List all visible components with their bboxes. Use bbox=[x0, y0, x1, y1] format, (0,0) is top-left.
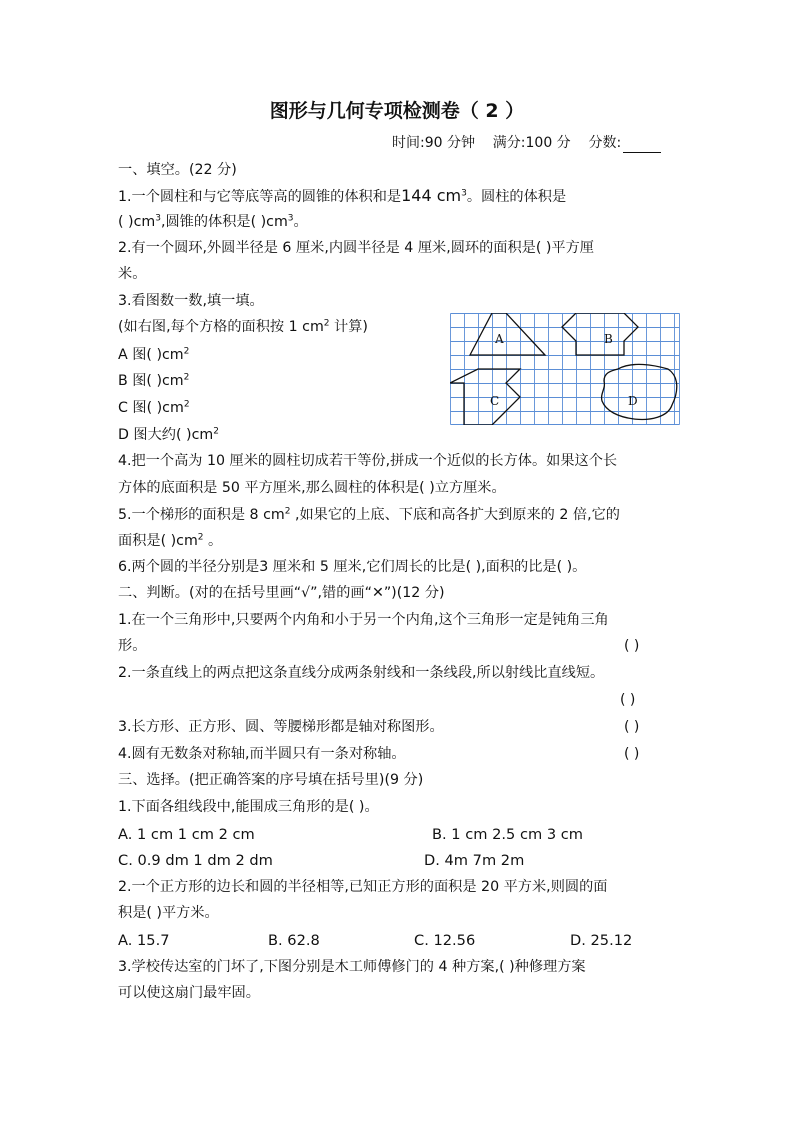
q2-3: 3.长方形、正方形、圆、等腰梯形都是轴对称图形。 bbox=[118, 719, 444, 735]
q3-3-line1: 3.学校传达室的门坏了,下图分别是木工师傅修门的 4 种方案,( )种修理方案 bbox=[118, 959, 586, 975]
page-title: 图形与几何专项检测卷（ 2 ） bbox=[269, 100, 525, 122]
q1-1-line2: ( )$cm^3$,圆锥的体积是( )$cm^3$。 bbox=[118, 213, 308, 230]
section-1-heading: 一、填空。(22 分) bbox=[118, 162, 237, 178]
q3-2-line1: 2.一个正方形的边长和圆的半径相等,已知正方形的面积是 20 平方米,则圆的面 bbox=[118, 879, 608, 895]
section-3-heading: 三、选择。(把正确答案的序号填在括号里)(9 分) bbox=[118, 772, 424, 788]
q1-5-line2: 面积是( )$cm^2$ 。 bbox=[118, 532, 223, 549]
shape-c bbox=[450, 369, 520, 425]
q1-3-a: A 图( )$cm^2$ bbox=[118, 346, 190, 363]
exam-time: 时间:90 分钟 bbox=[392, 135, 475, 151]
q3-2-option-a[interactable]: A. 15.7 bbox=[118, 932, 170, 949]
q3-1: 1.下面各组线段中,能围成三角形的是( )。 bbox=[118, 799, 379, 815]
exam-meta bbox=[392, 133, 661, 153]
q2-4-answer[interactable]: ( ) bbox=[624, 746, 640, 762]
q3-1-option-d[interactable]: D. 4m 7m 2m bbox=[424, 852, 525, 869]
q3-3-line2: 可以使这扇门最牢固。 bbox=[118, 985, 260, 1001]
q1-3-b: B 图( )$cm^2$ bbox=[118, 372, 190, 389]
q2-3-answer[interactable]: ( ) bbox=[624, 719, 640, 735]
score-blank[interactable] bbox=[623, 138, 661, 153]
q1-2-line1: 2.有一个圆环,外圆半径是 6 厘米,内圆半径是 4 厘米,圆环的面积是( )平方厘 bbox=[118, 240, 594, 256]
shape-b bbox=[562, 313, 638, 355]
q2-1-line1: 1.在一个三角形中,只要两个内角和小于另一个内角,这个三角形一定是钝角三角 bbox=[118, 612, 609, 628]
q1-1-line1: 1.一个圆柱和与它等底等高的圆锥的体积和是144 $cm^3$。圆柱的体积是 bbox=[118, 186, 567, 205]
q3-1-option-b[interactable]: B. 1 cm 2.5 cm 3 cm bbox=[432, 826, 583, 843]
label-d: D bbox=[628, 394, 638, 408]
q2-4: 4.圆有无数条对称轴,而半圆只有一条对称轴。 bbox=[118, 746, 406, 762]
q1-2-line2: 米。 bbox=[118, 266, 147, 282]
q2-2: 2.一条直线上的两点把这条直线分成两条射线和一条线段,所以射线比直线短。 bbox=[118, 665, 605, 681]
q2-2-answer[interactable]: ( ) bbox=[620, 692, 636, 708]
exam-full-score: 满分:100 分 bbox=[492, 135, 571, 151]
q1-3-line2: (如右图,每个方格的面积按 1 $cm^2$ 计算) bbox=[118, 318, 368, 335]
q1-4-line1: 4.把一个高为 10 厘米的圆柱切成若干等份,拼成一个近似的长方体。如果这个长 bbox=[118, 453, 618, 469]
q1-4-line2: 方体的底面积是 50 平方厘米,那么圆柱的体积是( )立方厘米。 bbox=[118, 480, 506, 496]
q3-2-option-b[interactable]: B. 62.8 bbox=[268, 932, 320, 949]
shape-a bbox=[470, 313, 545, 355]
q1-6: 6.两个圆的半径分别是3 厘米和 5 厘米,它们周长的比是( ),面积的比是( )。 bbox=[118, 559, 587, 575]
q1-3-c: C 图( )$cm^2$ bbox=[118, 399, 190, 416]
grid-shapes-figure bbox=[450, 313, 680, 425]
q1-3-d: D 图大约( )$cm^2$ bbox=[118, 426, 219, 443]
label-c: C bbox=[490, 394, 500, 408]
q3-1-option-c[interactable]: C. 0.9 dm 1 dm 2 dm bbox=[118, 852, 273, 869]
label-a: A bbox=[495, 332, 504, 346]
label-b: B bbox=[604, 332, 613, 346]
q3-1-option-a[interactable]: A. 1 cm 1 cm 2 cm bbox=[118, 826, 255, 843]
exam-score-label: 分数: bbox=[588, 135, 622, 151]
q1-3-line1: 3.看图数一数,填一填。 bbox=[118, 293, 264, 309]
q3-2-option-d[interactable]: D. 25.12 bbox=[570, 932, 633, 949]
q3-2-line2: 积是( )平方米。 bbox=[118, 905, 219, 921]
q1-5-line1: 5.一个梯形的面积是 8 $cm^2$ ,如果它的上底、下底和高各扩大到原来的 2 倍,它的 bbox=[118, 506, 620, 523]
section-2-heading: 二、判断。(对的在括号里画“√”,错的画“✕”)(12 分) bbox=[118, 585, 445, 601]
q3-2-option-c[interactable]: C. 12.56 bbox=[414, 932, 476, 949]
q2-1-answer[interactable]: ( ) bbox=[624, 638, 640, 654]
q2-1-line2: 形。 bbox=[118, 638, 147, 654]
